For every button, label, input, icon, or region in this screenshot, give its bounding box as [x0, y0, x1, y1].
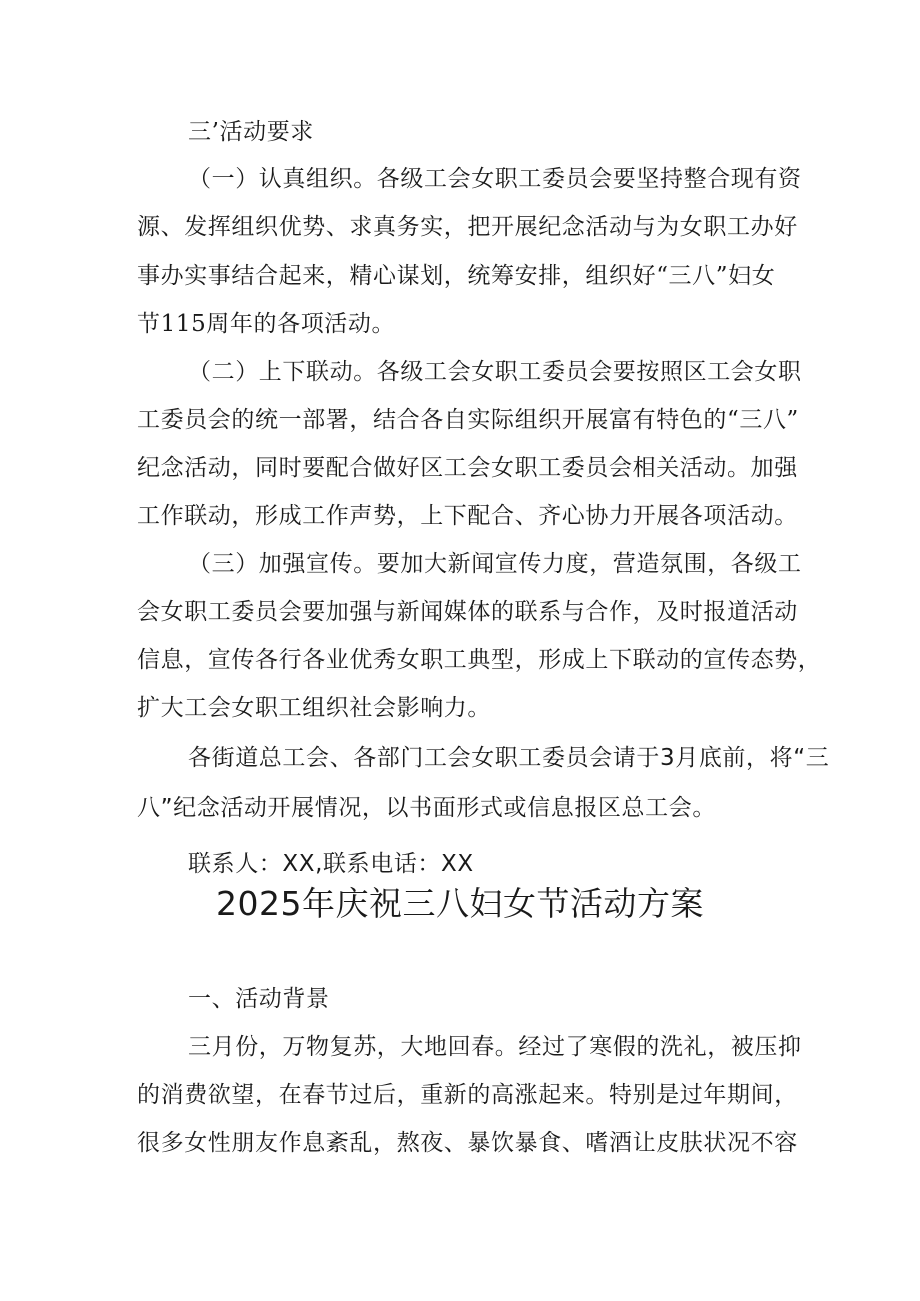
paragraph-line: 源、发挥组织优势、求真务实，把开展纪念活动与为女职工办好 [137, 214, 798, 240]
section-heading-background: 一、活动背景 [188, 986, 330, 1012]
paragraph-line: 的消费欲望，在春节过后，重新的高涨起来。特别是过年期间， [137, 1082, 798, 1108]
paragraph-line: 事办实事结合起来，精心谋划，统筹安排，组织好“三八”妇女 [137, 263, 776, 289]
paragraph-line: 纪念活动，同时要配合做好区工会女职工委员会相关活动。加强 [137, 455, 798, 481]
paragraph-line: （一）认真组织。各级工会女职工委员会要坚持整合现有资 [188, 166, 802, 192]
notice-line: 各街道总工会、各部门工会女职工委员会请于3月底前，将“三 [188, 745, 830, 771]
paragraph-line: 三月份，万物复苏，大地回春。经过了寒假的洗礼，被压抑 [188, 1034, 802, 1060]
paragraph-line: 工作联动，形成工作声势，上下配合、齐心协力开展各项活动。 [137, 503, 798, 529]
section-heading-requirements: 三’活动要求 [188, 119, 314, 145]
paragraph-line: 很多女性朋友作息紊乱，熬夜、暴饮暴食、嗜酒让皮肤状况不容 [137, 1130, 798, 1156]
notice-line: 八”纪念活动开展情况，以书面形式或信息报区总工会。 [137, 795, 716, 821]
contact-line: 联系人：XX,联系电话：XX [188, 851, 474, 877]
document-title: 2025年庆祝三八妇女节活动方案 [216, 884, 704, 923]
paragraph-line: （三）加强宣传。要加大新闻宣传力度，营造氛围，各级工 [188, 551, 802, 577]
paragraph-line: 会女职工委员会要加强与新闻媒体的联系与合作，及时报道活动 [137, 599, 798, 625]
paragraph-line: 节115周年的各项活动。 [137, 311, 396, 337]
paragraph-line: 信息，宣传各行各业优秀女职工典型，形成上下联动的宣传态势， [137, 647, 822, 673]
paragraph-line: （二）上下联动。各级工会女职工委员会要按照区工会女职 [188, 359, 802, 385]
paragraph-line: 工委员会的统一部署，结合各自实际组织开展富有特色的“三八” [137, 407, 799, 433]
paragraph-line: 扩大工会女职工组织社会影响力。 [137, 695, 491, 721]
